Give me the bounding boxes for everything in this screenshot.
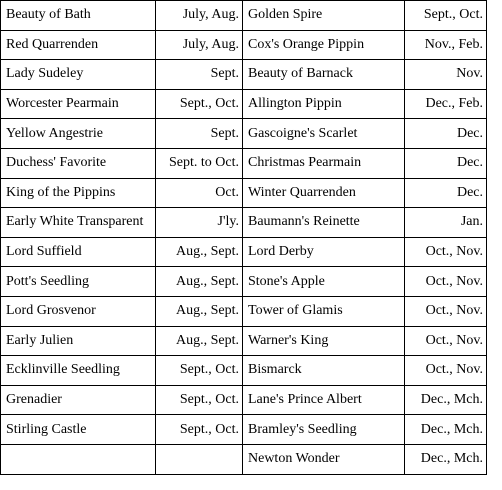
variety-name-cell: Lady Sudeley <box>1 60 156 90</box>
table-row <box>1 237 487 267</box>
season-cell: Oct., Nov. <box>405 356 487 386</box>
table-row <box>1 415 487 445</box>
variety-name-cell: King of the Pippins <box>1 178 156 208</box>
table-row <box>1 178 487 208</box>
season-cell: Sept. <box>156 119 243 149</box>
variety-name-cell: Bismarck <box>243 356 405 386</box>
table-row <box>1 1 487 31</box>
season-cell <box>156 444 243 474</box>
season-cell: Oct., Nov. <box>405 326 487 356</box>
variety-name-cell: Stone's Apple <box>243 267 405 297</box>
variety-name-cell: Ecklinville Seedling <box>1 356 156 386</box>
variety-name-cell: Bramley's Seedling <box>243 415 405 445</box>
variety-name-cell: Gascoigne's Scarlet <box>243 119 405 149</box>
season-cell: Sept., Oct. <box>405 1 487 31</box>
table-row <box>1 148 487 178</box>
variety-name-cell: Golden Spire <box>243 1 405 31</box>
season-cell: July, Aug. <box>156 30 243 60</box>
variety-name-cell: Lord Derby <box>243 237 405 267</box>
season-cell: Dec., Feb. <box>405 89 487 119</box>
table-row <box>1 326 487 356</box>
table-row <box>1 60 487 90</box>
variety-name-cell: Grenadier <box>1 385 156 415</box>
variety-name-cell: Warner's King <box>243 326 405 356</box>
variety-name-cell: Lord Grosvenor <box>1 296 156 326</box>
season-cell: Oct., Nov. <box>405 237 487 267</box>
variety-name-cell: Tower of Glamis <box>243 296 405 326</box>
variety-name-cell: Duchess' Favorite <box>1 148 156 178</box>
season-cell: July, Aug. <box>156 1 243 31</box>
season-cell: Sept., Oct. <box>156 356 243 386</box>
season-cell: Dec. <box>405 148 487 178</box>
variety-name-cell: Allington Pippin <box>243 89 405 119</box>
variety-name-cell: Pott's Seedling <box>1 267 156 297</box>
table-row <box>1 296 487 326</box>
season-cell: Aug., Sept. <box>156 267 243 297</box>
season-cell: Aug., Sept. <box>156 237 243 267</box>
variety-name-cell: Worcester Pearmain <box>1 89 156 119</box>
variety-name-cell: Beauty of Bath <box>1 1 156 31</box>
season-cell: Aug., Sept. <box>156 326 243 356</box>
variety-name-cell: Cox's Orange Pippin <box>243 30 405 60</box>
variety-name-cell: Early White Transparent <box>1 208 156 238</box>
table-row <box>1 119 487 149</box>
table-row <box>1 208 487 238</box>
variety-name-cell: Lane's Prince Albert <box>243 385 405 415</box>
table-body <box>1 1 487 475</box>
table-row <box>1 444 487 474</box>
season-cell: Oct., Nov. <box>405 296 487 326</box>
season-cell: Oct. <box>156 178 243 208</box>
table-row <box>1 356 487 386</box>
table-row <box>1 89 487 119</box>
variety-name-cell: Winter Quarrenden <box>243 178 405 208</box>
season-cell: Dec., Mch. <box>405 385 487 415</box>
season-cell: Sept. to Oct. <box>156 148 243 178</box>
season-cell: J'ly. <box>156 208 243 238</box>
season-cell: Sept. <box>156 60 243 90</box>
table-row <box>1 385 487 415</box>
variety-name-cell: Early Julien <box>1 326 156 356</box>
variety-name-cell: Beauty of Barnack <box>243 60 405 90</box>
season-cell: Nov., Feb. <box>405 30 487 60</box>
season-cell: Sept., Oct. <box>156 89 243 119</box>
season-cell: Sept., Oct. <box>156 415 243 445</box>
variety-name-cell <box>1 444 156 474</box>
season-cell: Dec., Mch. <box>405 444 487 474</box>
season-cell: Dec. <box>405 119 487 149</box>
season-cell: Dec. <box>405 178 487 208</box>
variety-name-cell: Baumann's Reinette <box>243 208 405 238</box>
season-cell: Nov. <box>405 60 487 90</box>
season-cell: Sept., Oct. <box>156 385 243 415</box>
variety-name-cell: Lord Suffield <box>1 237 156 267</box>
season-cell: Oct., Nov. <box>405 267 487 297</box>
variety-name-cell: Stirling Castle <box>1 415 156 445</box>
variety-name-cell: Red Quarrenden <box>1 30 156 60</box>
season-cell: Aug., Sept. <box>156 296 243 326</box>
table-row <box>1 30 487 60</box>
season-cell: Dec., Mch. <box>405 415 487 445</box>
variety-name-cell: Yellow Angestrie <box>1 119 156 149</box>
variety-name-cell: Christmas Pearmain <box>243 148 405 178</box>
season-cell: Jan. <box>405 208 487 238</box>
table-row <box>1 267 487 297</box>
variety-name-cell: Newton Wonder <box>243 444 405 474</box>
